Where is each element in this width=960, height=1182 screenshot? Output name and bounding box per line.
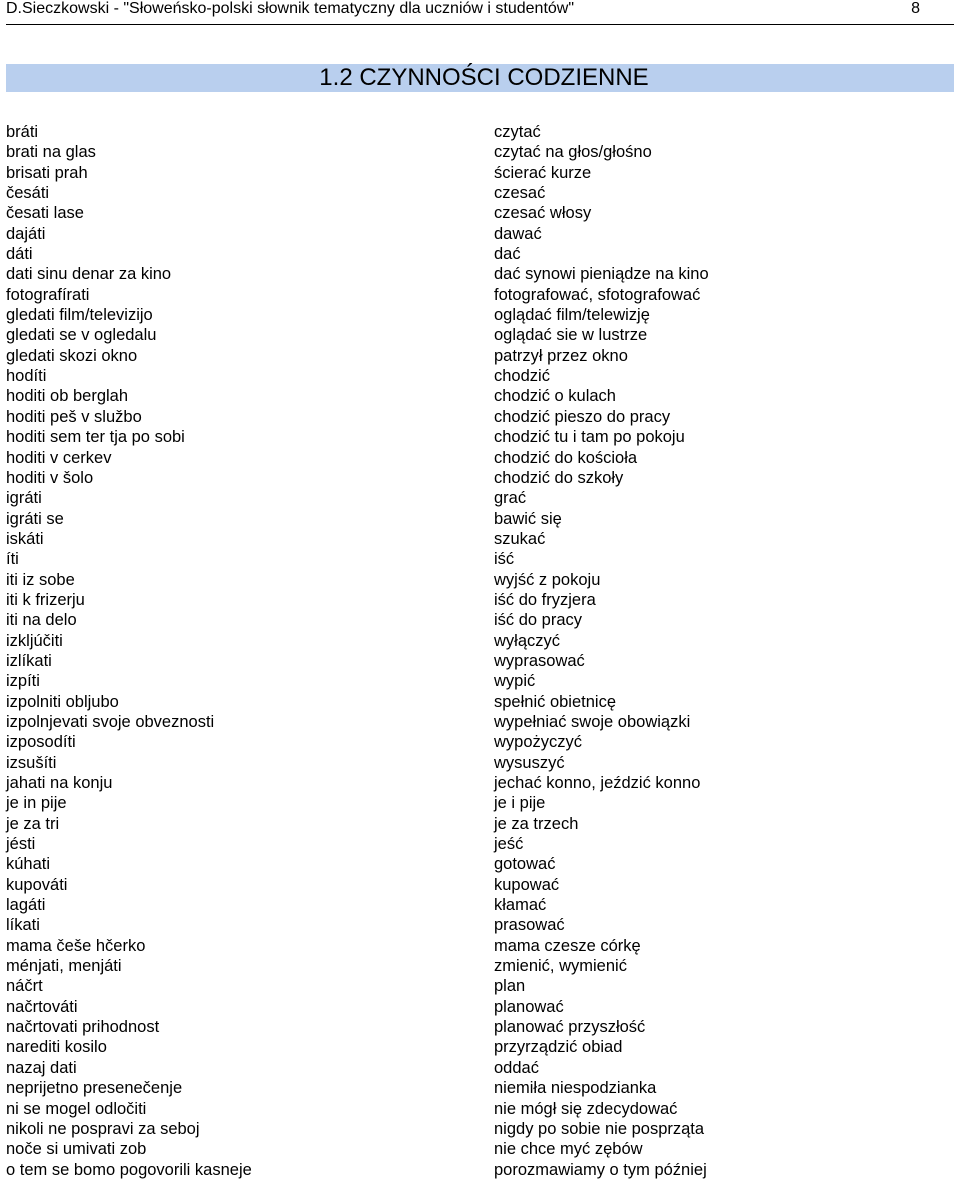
glossary-entry bbox=[6, 325, 954, 345]
slovene-term: iskáti bbox=[6, 529, 44, 548]
glossary-entry bbox=[6, 264, 954, 284]
slovene-term: náčrt bbox=[6, 977, 43, 996]
slovene-term: ménjati, menjáti bbox=[6, 957, 122, 976]
glossary-entry bbox=[6, 427, 954, 447]
glossary-entry bbox=[6, 448, 954, 468]
polish-translation: przyrządzić obiad bbox=[494, 1038, 623, 1057]
slovene-term: gledati se v ogledalu bbox=[6, 326, 157, 345]
glossary-entry bbox=[6, 163, 954, 183]
polish-translation: dawać bbox=[494, 224, 542, 243]
polish-translation: je za trzech bbox=[494, 814, 579, 833]
glossary-entry bbox=[6, 631, 954, 651]
slovene-term: mama češe hčerko bbox=[6, 936, 146, 955]
polish-translation: oglądać sie w lustrze bbox=[494, 326, 648, 345]
polish-translation: planować przyszłość bbox=[494, 1018, 646, 1037]
glossary-entry bbox=[6, 244, 954, 264]
polish-translation: wypożyczyć bbox=[494, 733, 583, 752]
slovene-term: izposodíti bbox=[6, 733, 76, 752]
slovene-term: izlíkati bbox=[6, 651, 52, 670]
slovene-term: narediti kosilo bbox=[6, 1038, 107, 1057]
slovene-term: íti bbox=[6, 550, 19, 569]
slovene-term: jésti bbox=[6, 835, 36, 854]
slovene-term: neprijetno presenečenje bbox=[6, 1079, 183, 1098]
glossary-entry bbox=[6, 956, 954, 976]
slovene-term: iti na delo bbox=[6, 611, 77, 630]
slovene-term: igráti bbox=[6, 489, 42, 508]
glossary-entry bbox=[6, 1099, 954, 1119]
glossary-entry bbox=[6, 895, 954, 915]
glossary-entry bbox=[6, 814, 954, 834]
slovene-term: hoditi ob berglah bbox=[6, 387, 129, 406]
document-title: D.Sieczkowski - "Słoweńsko-polski słownik tematyczny dla uczniów i studentów" bbox=[6, 0, 575, 17]
polish-translation: wyłączyć bbox=[494, 631, 561, 650]
slovene-term: dati sinu denar za kino bbox=[6, 265, 172, 284]
section-heading-bar bbox=[6, 64, 954, 92]
slovene-term: nikoli ne pospravi za seboj bbox=[6, 1119, 200, 1138]
glossary-entry bbox=[6, 1078, 954, 1098]
slovene-term: lagáti bbox=[6, 896, 46, 915]
glossary-entry bbox=[6, 386, 954, 406]
slovene-term: hodíti bbox=[6, 367, 47, 386]
glossary-entry bbox=[6, 203, 954, 223]
slovene-term: česáti bbox=[6, 184, 50, 203]
glossary-entry bbox=[6, 509, 954, 529]
slovene-term: líkati bbox=[6, 916, 40, 935]
glossary-entry bbox=[6, 122, 954, 142]
polish-translation: jechać konno, jeździć konno bbox=[494, 774, 701, 792]
slovene-term: brisati prah bbox=[6, 163, 88, 182]
glossary-entry bbox=[6, 875, 954, 895]
slovene-term: hoditi v cerkev bbox=[6, 448, 112, 467]
slovene-term: hoditi v šolo bbox=[6, 468, 94, 487]
slovene-term: načrtovati prihodnost bbox=[6, 1018, 160, 1037]
glossary-entry bbox=[6, 590, 954, 610]
glossary-entry bbox=[6, 488, 954, 508]
glossary-entry bbox=[6, 285, 954, 305]
polish-translation: je i pije bbox=[494, 794, 546, 813]
glossary-entry bbox=[6, 183, 954, 203]
slovene-term: dajáti bbox=[6, 224, 46, 243]
slovene-term: o tem se bomo pogovorili kasneje bbox=[6, 1160, 252, 1179]
slovene-term: iti iz sobe bbox=[6, 570, 75, 589]
slovene-term: je in pije bbox=[6, 794, 67, 813]
polish-translation: kupować bbox=[494, 875, 560, 894]
glossary-entry bbox=[6, 529, 954, 549]
polish-translation: plan bbox=[494, 977, 526, 996]
slovene-term: hoditi peš v službo bbox=[6, 407, 142, 426]
polish-translation: iść do pracy bbox=[494, 611, 583, 630]
glossary-entry bbox=[6, 793, 954, 813]
glossary-entry bbox=[6, 346, 954, 366]
polish-translation: szukać bbox=[494, 529, 546, 548]
polish-translation: ścierać kurze bbox=[494, 163, 592, 182]
polish-translation: nigdy po sobie nie posprząta bbox=[494, 1119, 705, 1138]
glossary-entry bbox=[6, 773, 954, 793]
polish-translation: porozmawiamy o tym później bbox=[494, 1160, 707, 1179]
polish-translation: zmienić, wymienić bbox=[494, 957, 627, 976]
polish-translation: gotować bbox=[494, 855, 556, 874]
glossary-entry bbox=[6, 142, 954, 162]
glossary-entry bbox=[6, 915, 954, 935]
glossary-entry bbox=[6, 224, 954, 244]
polish-translation: chodzić o kulach bbox=[494, 387, 616, 406]
glossary-entry bbox=[6, 610, 954, 630]
polish-translation: chodzić bbox=[494, 367, 550, 386]
glossary-entry bbox=[6, 712, 954, 732]
glossary-entry bbox=[6, 692, 954, 712]
polish-translation: chodzić do kościoła bbox=[494, 448, 638, 467]
glossary-entry bbox=[6, 1139, 954, 1159]
polish-translation: czesać włosy bbox=[494, 204, 592, 223]
slovene-term: brati na glas bbox=[6, 143, 96, 162]
glossary-entry bbox=[6, 407, 954, 427]
glossary-entry bbox=[6, 997, 954, 1017]
polish-translation: iść do fryzjera bbox=[494, 590, 596, 609]
slovene-term: bráti bbox=[6, 123, 39, 141]
slovene-term: hoditi sem ter tja po sobi bbox=[6, 428, 185, 447]
glossary-entry bbox=[6, 854, 954, 874]
glossary-entry bbox=[6, 732, 954, 752]
polish-translation: nie mógł się zdecydować bbox=[494, 1099, 678, 1118]
glossary-entry bbox=[6, 1160, 954, 1180]
glossary-entry bbox=[6, 1017, 954, 1037]
polish-translation: grać bbox=[494, 489, 527, 508]
polish-translation: mama czesze córkę bbox=[494, 936, 641, 955]
slovene-term: izpíti bbox=[6, 672, 40, 691]
polish-translation: iść bbox=[494, 550, 515, 569]
glossary-entry bbox=[6, 1119, 954, 1139]
polish-translation: wysuszyć bbox=[494, 753, 565, 772]
glossary-entry bbox=[6, 549, 954, 569]
slovene-term: česati lase bbox=[6, 204, 84, 223]
slovene-term: iti k frizerju bbox=[6, 590, 85, 609]
slovene-term: fotografírati bbox=[6, 285, 90, 304]
polish-translation: wyprasować bbox=[494, 651, 585, 670]
polish-translation: spełnić obietnicę bbox=[494, 692, 616, 711]
page-number: 8 bbox=[911, 0, 920, 17]
polish-translation: wypić bbox=[494, 672, 536, 691]
glossary-entry bbox=[6, 305, 954, 325]
glossary-entry bbox=[6, 1058, 954, 1078]
page-header bbox=[6, 0, 954, 25]
section-title: 1.2 CZYNNOŚCI CODZIENNE bbox=[319, 64, 649, 91]
glossary-entry bbox=[6, 936, 954, 956]
slovene-term: nazaj dati bbox=[6, 1058, 77, 1077]
polish-translation: chodzić tu i tam po pokoju bbox=[494, 428, 685, 447]
polish-translation: patrzył przez okno bbox=[494, 346, 628, 365]
polish-translation: planować bbox=[494, 997, 564, 1016]
glossary-entry bbox=[6, 468, 954, 488]
slovene-term: dáti bbox=[6, 245, 33, 264]
slovene-term: jahati na konju bbox=[6, 774, 113, 792]
slovene-term: izsušíti bbox=[6, 753, 57, 772]
slovene-term: izpolniti obljubo bbox=[6, 692, 119, 711]
polish-translation: niemiła niespodzianka bbox=[494, 1079, 657, 1098]
glossary-entry bbox=[6, 753, 954, 773]
glossary-entry bbox=[6, 671, 954, 691]
slovene-term: gledati film/televizijo bbox=[6, 306, 153, 325]
slovene-term: načrtováti bbox=[6, 997, 78, 1016]
glossary-entry bbox=[6, 366, 954, 386]
glossary-entry bbox=[6, 834, 954, 854]
polish-translation: kłamać bbox=[494, 896, 547, 915]
glossary-entry bbox=[6, 570, 954, 590]
slovene-term: izkljúčiti bbox=[6, 631, 63, 650]
slovene-term: igráti se bbox=[6, 509, 64, 528]
glossary-entry bbox=[6, 1037, 954, 1057]
polish-translation: chodzić do szkoły bbox=[494, 468, 624, 487]
slovene-term: kupováti bbox=[6, 875, 68, 894]
polish-translation: prasować bbox=[494, 916, 565, 935]
polish-translation: dać bbox=[494, 245, 521, 264]
slovene-term: noče si umivati zob bbox=[6, 1140, 147, 1159]
polish-translation: fotografować, sfotografować bbox=[494, 285, 701, 304]
polish-translation: czytać bbox=[494, 123, 541, 141]
polish-translation: czytać na głos/głośno bbox=[494, 143, 652, 162]
polish-translation: oddać bbox=[494, 1058, 539, 1077]
polish-translation: jeść bbox=[494, 835, 524, 854]
glossary-entry bbox=[6, 976, 954, 996]
polish-translation: oglądać film/telewizję bbox=[494, 306, 650, 325]
polish-translation: nie chce myć zębów bbox=[494, 1140, 643, 1159]
slovene-term: kúhati bbox=[6, 855, 51, 874]
slovene-term: izpolnjevati svoje obveznosti bbox=[6, 712, 215, 731]
glossary-entry bbox=[6, 651, 954, 671]
polish-translation: dać synowi pieniądze na kino bbox=[494, 265, 709, 284]
polish-translation: bawić się bbox=[494, 509, 562, 528]
slovene-term: ni se mogel odločiti bbox=[6, 1099, 147, 1118]
polish-translation: czesać bbox=[494, 184, 546, 203]
polish-translation: wyjść z pokoju bbox=[494, 570, 601, 589]
glossary-list bbox=[6, 122, 954, 1180]
slovene-term: gledati skozi okno bbox=[6, 346, 138, 365]
polish-translation: chodzić pieszo do pracy bbox=[494, 407, 671, 426]
slovene-term: je za tri bbox=[6, 814, 60, 833]
polish-translation: wypełniać swoje obowiązki bbox=[494, 712, 691, 731]
